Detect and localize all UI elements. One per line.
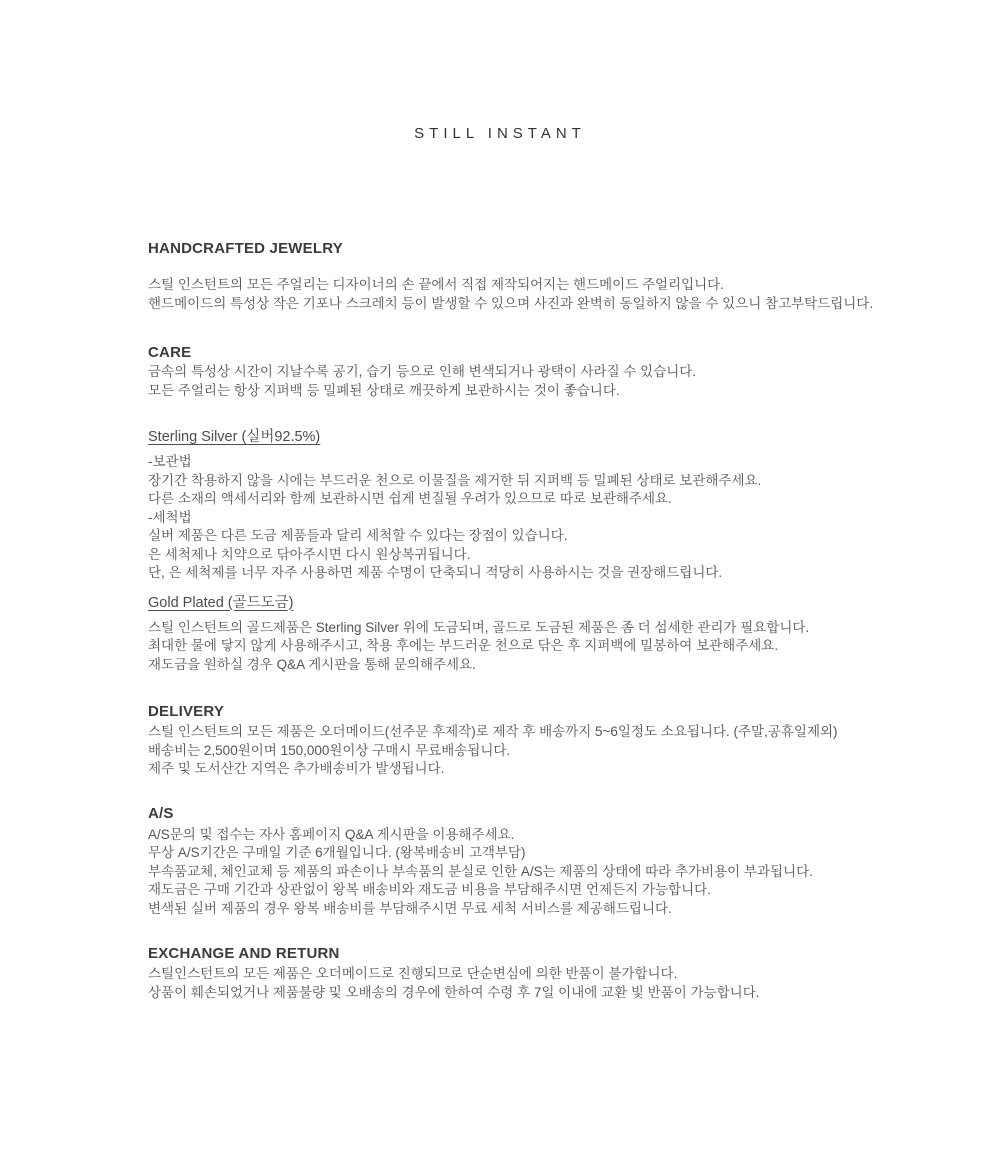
paragraph [148, 965, 900, 1002]
paragraph [148, 723, 900, 779]
body-line: 은 세척제나 치약으로 닦아주시면 다시 원상복귀됩니다. [148, 546, 471, 562]
body-line: 상품이 훼손되었거나 제품불량 및 오배송의 경우에 한하여 수령 후 7일 이내에 교환 빛 반품이 가능합니다. [148, 984, 760, 1000]
body-line: 핸드메이드의 특성상 작은 기포나 스크레치 등이 발생할 수 있으며 사진과 완벽히 동일하지 않을 수 있으니 참고부탁드립니다. [148, 295, 874, 311]
storage-label: -보관법 [148, 454, 192, 469]
paragraph [148, 276, 900, 313]
body-line: 실버 제품은 다른 도금 제품들과 달리 세척할 수 있다는 장점이 있습니다. [148, 528, 568, 543]
body-line: 변색된 실버 제품의 경우 왕복 배송비를 부담해주시면 무료 세척 서비스를 제공해드립니다. [148, 900, 672, 916]
section-sterling-silver [148, 400, 900, 583]
body-line: A/S문의 및 접수는 자사 홈페이지 Q&A 게시판을 이용해주세요. [148, 826, 515, 842]
subsection-heading-sterling-silver: Sterling Silver (실버92.5%) [148, 429, 321, 445]
section-gold-plated [148, 583, 900, 675]
section-heading-handcrafted: HANDCRAFTED JEWELRY [148, 240, 343, 257]
body-line: 금속의 특성상 시간이 지날수록 공기, 습기 등으로 인해 변색되거나 광택이 사라질 수 있습니다. [148, 364, 697, 379]
section-handcrafted-jewelry [148, 240, 900, 313]
section-heading-exchange: EXCHANGE AND RETURN [148, 945, 340, 962]
paragraph-cleaning [148, 509, 900, 583]
content [148, 240, 900, 1002]
subsection-heading-gold-plated: Gold Plated (골드도금) [148, 594, 294, 611]
body-line: 최대한 물에 닿지 않게 사용해주시고, 착용 후에는 부드러운 천으로 닦은 후 지퍼백에 밀봉하여 보관해주세요. [148, 638, 779, 653]
section-delivery [148, 703, 900, 779]
paragraph [148, 826, 900, 919]
section-heading-delivery: DELIVERY [148, 703, 225, 720]
body-line: 스틸인스턴트의 모든 제품은 오더메이드로 진행되므로 단순변심에 의한 반품이 불가합니다. [148, 966, 678, 981]
paragraph [148, 619, 900, 675]
paragraph [148, 363, 900, 400]
section-heading-after-service: A/S [148, 804, 174, 822]
body-line: 스틸 인스턴트의 모든 제품은 오더메이드(선주문 후제작)로 제작 후 배송까지 5~6일정도 소요됩니다. (주말,공휴일제외) [148, 724, 838, 739]
body-line: 단, 은 세척제를 너무 자주 사용하면 제품 수명이 단축되니 적당히 사용하시는 것을 권장해드립니다. [148, 565, 723, 580]
body-line: 스틸 인스턴트의 모든 주얼리는 디자이너의 손 끝에서 직접 제작되어지는 핸드메이드 주얼리입니다. [148, 277, 724, 292]
section-after-service [148, 805, 900, 919]
body-line: 모든 주얼리는 항상 지퍼백 등 밀폐된 상태로 깨끗하게 보관하시는 것이 좋습니다. [148, 382, 620, 398]
cleaning-label: -세척법 [148, 509, 192, 525]
body-line: 다른 소재의 액세서리와 함께 보관하시면 쉽게 변질될 우려가 있으므로 따로 보관해주세요. [148, 491, 672, 506]
paragraph-storage [148, 453, 900, 509]
body-line: 제주 및 도서산간 지역은 추가배송비가 발생됩니다. [148, 761, 445, 776]
body-line: 배송비는 2,500원이며 150,000원이상 구매시 무료배송됩니다. [148, 742, 511, 758]
body-line: 부속품교체, 체인교체 등 제품의 파손이나 부속품의 분실로 인한 A/S는 제품의 상태에 따라 추가비용이 부과됩니다. [148, 863, 813, 879]
brand-title: STILL INSTANT [414, 125, 586, 142]
section-heading-care: CARE [148, 344, 192, 361]
body-line: 재도금을 원하실 경우 Q&A 게시판을 통해 문의해주세요. [148, 656, 476, 672]
body-line: 스틸 인스턴트의 골드제품은 Sterling Silver 위에 도금되며, 골드로 도금된 제품은 좀 더 섬세한 관리가 필요합니다. [148, 619, 810, 635]
section-care [148, 344, 900, 400]
body-line: 재도금은 구매 기간과 상관없이 왕복 배송비와 재도금 비용을 부담해주시면 언제든지 가능합니다. [148, 882, 711, 897]
body-line: 장기간 착용하지 않을 시에는 부드러운 천으로 이물질을 제거한 뒤 지퍼백 등 밀폐된 상태로 보관해주세요. [148, 472, 762, 488]
section-exchange-and-return [148, 945, 900, 1002]
body-line: 무상 A/S기간은 구매일 기준 6개월입니다. (왕복배송비 고객부담) [148, 845, 526, 860]
